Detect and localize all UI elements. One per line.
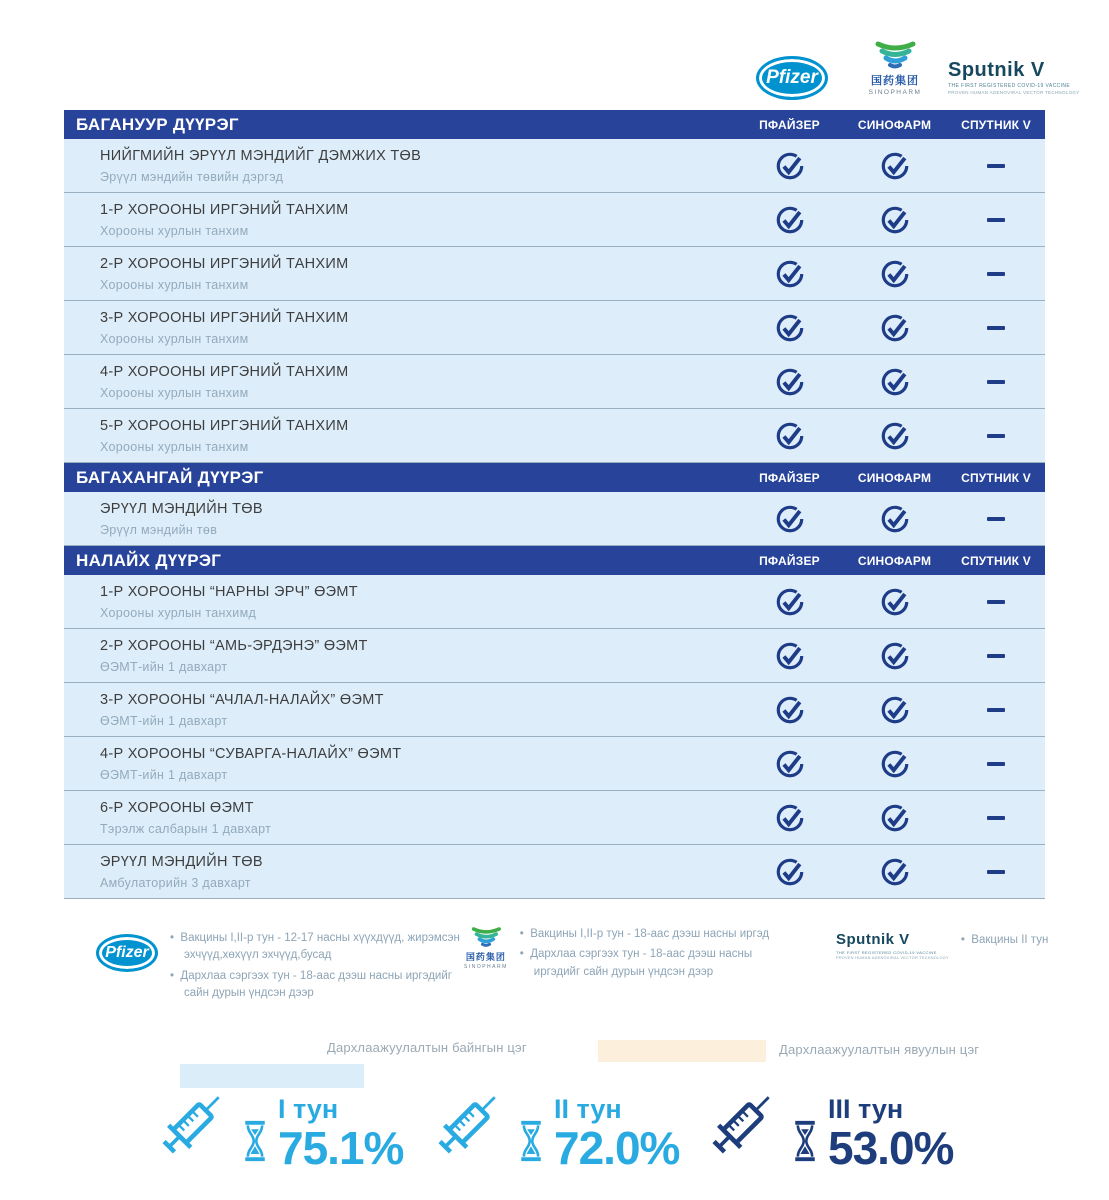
check-circle-icon [880,151,910,181]
vaccine-availability-cell [947,600,1045,604]
hourglass-icon [242,1120,268,1162]
vaccine-availability-cell [737,259,842,289]
vaccine-availability-cell [737,205,842,235]
sinopharm-cn-text: 国药集团 [871,75,919,87]
location-cell [64,584,737,620]
check-circle-icon [775,641,805,671]
pfizer-logo-text: Pfizer [766,67,818,88]
column-header: СПУТНИК V [961,470,1031,485]
vaccine-availability-cell [947,380,1045,384]
location-cell [64,202,737,238]
dash-icon [987,870,1005,874]
sputnik-tagline: THE FIRST REGISTERED COVID-19 VACCINE [948,83,1071,89]
location-subtitle: ӨЭМТ-ийн 1 давхарт [100,713,228,728]
dash-icon [987,600,1005,604]
vaccine-availability-cell [842,803,947,833]
table-row [64,301,1045,355]
vaccine-availability-cell [737,587,842,617]
stat-dose-1 [148,1076,404,1174]
dash-icon [987,654,1005,658]
vaccine-availability-cell [947,816,1045,820]
vaccine-availability-cell [947,708,1045,712]
section-title: БАГАХАНГАЙ ДҮҮРЭГ [76,467,264,487]
vaccine-availability-cell [842,695,947,725]
location-title: НИЙГМИЙН ЭРҮҮЛ МЭНДИЙГ ДЭМЖИХ ТӨВ [100,147,422,164]
hourglass-icon [518,1120,544,1162]
sputnik-tagline: THE FIRST REGISTERED COVID-19 VACCINE [836,950,937,955]
stat-label: II тун [554,1093,622,1124]
vaccine-availability-cell [842,313,947,343]
table-row [64,492,1045,546]
location-title: 1-Р ХОРООНЫ ИРГЭНИЙ ТАНХИМ [100,201,349,218]
check-circle-icon [775,504,805,534]
dash-icon [987,762,1005,766]
vaccine-availability-cell [842,205,947,235]
check-circle-icon [775,259,805,289]
location-title: 2-Р ХОРООНЫ ИРГЭНИЙ ТАНХИМ [100,255,349,272]
check-circle-icon [775,695,805,725]
dash-icon [987,326,1005,330]
sputnik-logo [948,59,1080,95]
vaccine-availability-cell [947,164,1045,168]
vaccine-availability-cell [947,654,1045,658]
sputnik-notes [961,932,1048,960]
vaccine-availability-cell [737,641,842,671]
sputnik-logo-small [836,932,949,960]
location-title: ЭРҮҮЛ МЭНДИЙН ТӨВ [100,500,263,517]
mobile-point-label: Дархлаажуулалтын явуулын цэг [779,1042,980,1057]
vaccine-availability-cell [737,421,842,451]
vaccine-availability-cell [842,151,947,181]
vaccine-availability-cell [842,259,947,289]
location-subtitle: Хорооны хурлын танхим [100,223,249,238]
vaccine-availability-cell [947,517,1045,521]
stat-dose-2 [424,1076,680,1174]
location-cell [64,854,737,890]
column-header: ПФАЙЗЕР [759,553,820,568]
permanent-point-label: Дархлаажуулалтын байнгын цэг [327,1040,527,1055]
check-circle-icon [775,587,805,617]
vaccine-availability-cell [947,218,1045,222]
mobile-point-swatch [598,1040,766,1062]
vaccine-availability-cell [947,762,1045,766]
stat-value: 75.1% [278,1121,404,1174]
table-row [64,845,1045,899]
location-title: 3-Р ХОРООНЫ ИРГЭНИЙ ТАНХИМ [100,309,349,326]
table-row [64,193,1045,247]
location-title: ЭРҮҮЛ МЭНДИЙН ТӨВ [100,853,263,870]
table-row [64,409,1045,463]
sputnik-note: • Вакцины II тун [961,932,1048,949]
location-title: 5-Р ХОРООНЫ ИРГЭНИЙ ТАНХИМ [100,417,349,434]
vaccine-availability-cell [842,421,947,451]
section-header [64,463,1045,492]
column-header: ПФАЙЗЕР [759,470,820,485]
stat-label: III тун [828,1093,904,1124]
section-title: БАГАНУУР ДҮҮРЭГ [76,114,239,134]
pfizer-note: • Дархлаа сэргээх тун - 18-аас дээш насны иргэдийг сайн дурын үндсэн дээр [170,968,472,1003]
check-circle-icon [775,313,805,343]
sputnik-legend [836,932,1109,960]
hourglass-icon [792,1120,818,1162]
location-cell [64,310,737,346]
location-subtitle: ӨЭМТ-ийн 1 давхарт [100,659,228,674]
sputnik-tagline-2: PROVEN HUMAN ADENOVIRAL VECTOR TECHNOLOGY [948,90,1080,95]
vaccine-availability-cell [947,272,1045,276]
check-circle-icon [775,151,805,181]
section-title: НАЛАЙХ ДҮҮРЭГ [76,550,222,570]
sinopharm-logo-small [464,926,508,984]
check-circle-icon [880,421,910,451]
check-circle-icon [775,421,805,451]
dash-icon [987,517,1005,521]
stat-value: 53.0% [828,1121,954,1174]
pfizer-logo [756,56,828,100]
column-header: СИНОФАРМ [857,470,932,485]
check-circle-icon [880,803,910,833]
vaccine-availability-cell [737,313,842,343]
location-subtitle: Хорооны хурлын танхим [100,385,249,400]
location-subtitle: Эрүүл мэндийн төв [100,522,218,537]
location-title: 4-Р ХОРООНЫ “СУВАРГА-НАЛАЙХ” ӨЭМТ [100,745,402,762]
check-circle-icon [880,695,910,725]
sinopharm-cn-text: 国药集团 [465,952,506,962]
sinopharm-en-text: SINOPHARM [868,89,922,96]
table-row [64,355,1045,409]
check-circle-icon [880,259,910,289]
sinopharm-legend [464,926,780,984]
vaccine-availability-cell [842,749,947,779]
location-title: 1-Р ХОРООНЫ “НАРНЫ ЭРЧ” ӨЭМТ [100,583,358,600]
sinopharm-swoosh-icon [873,40,917,70]
sinopharm-swoosh-icon [470,926,502,948]
vaccine-availability-cell [737,367,842,397]
check-circle-icon [880,749,910,779]
check-circle-icon [880,367,910,397]
location-subtitle: Хорооны хурлын танхимд [100,605,257,620]
table-row [64,575,1045,629]
pfizer-notes [170,930,472,1005]
pfizer-logo-small [96,934,158,972]
pfizer-note: • Вакцины I,II-р тун - 12-17 насны хүүхдүүд, жирэмсэн эхчүүд,хөхүүл эхчүүд,бусад [170,930,472,965]
sputnik-logo-text: Sputnik V [948,59,1045,81]
stat-label: I тун [278,1093,339,1124]
check-circle-icon [775,803,805,833]
column-header: СПУТНИК V [961,117,1031,132]
location-subtitle: Эрүүл мэндийн төвийн дэргэд [100,169,284,184]
vaccine-availability-cell [842,587,947,617]
check-circle-icon [880,205,910,235]
stat-text [554,1093,680,1174]
check-circle-icon [775,367,805,397]
table-row [64,629,1045,683]
vaccine-availability-cell [842,857,947,887]
check-circle-icon [775,205,805,235]
vaccine-availability-cell [947,326,1045,330]
sputnik-tagline-2: PROVEN HUMAN ADENOVIRAL VECTOR TECHNOLOGY [836,956,949,960]
location-subtitle: Амбулаторийн 3 давхарт [100,875,251,890]
vaccine-availability-cell [737,857,842,887]
check-circle-icon [880,504,910,534]
sinopharm-note: • Дархлаа сэргээх тун - 18-аас дээш насны иргэдийг сайн дурын үндсэн дээр [520,946,780,981]
location-cell [64,501,737,537]
table-row [64,247,1045,301]
dash-icon [987,272,1005,276]
dash-icon [987,708,1005,712]
dash-icon [987,164,1005,168]
column-header: ПФАЙЗЕР [759,117,820,132]
pfizer-logo-text: Pfizer [105,944,149,961]
dash-icon [987,816,1005,820]
location-title: 2-Р ХОРООНЫ “АМЬ-ЭРДЭНЭ” ӨЭМТ [100,637,368,654]
vaccine-availability-cell [737,504,842,534]
stat-dose-3 [698,1076,954,1174]
dash-icon [987,380,1005,384]
table-row [64,791,1045,845]
location-title: 6-Р ХОРООНЫ ӨЭМТ [100,799,254,816]
syringe-icon [698,1076,790,1168]
stat-text [278,1093,404,1174]
table-row [64,139,1045,193]
vaccine-availability-cell [737,803,842,833]
syringe-icon [424,1076,516,1168]
check-circle-icon [775,857,805,887]
location-cell [64,638,737,674]
vaccine-availability-cell [737,151,842,181]
sputnik-logo-text: Sputnik V [836,931,910,948]
dash-icon [987,218,1005,222]
location-title: 3-Р ХОРООНЫ “АЧЛАЛ-НАЛАЙХ” ӨЭМТ [100,691,384,708]
vaccine-availability-cell [842,367,947,397]
location-cell [64,746,737,782]
location-subtitle: Хорооны хурлын танхим [100,439,249,454]
sinopharm-logo [860,40,930,96]
vaccine-availability-cell [842,504,947,534]
pfizer-legend [96,930,472,1005]
syringe-icon [148,1076,240,1168]
location-subtitle: ӨЭМТ-ийн 1 давхарт [100,767,228,782]
vaccination-locations-table [64,110,1045,899]
sinopharm-notes [520,926,780,984]
sinopharm-note: • Вакцины I,II-р тун - 18-аас дээш насны иргэд [520,926,780,943]
column-header: СИНОФАРМ [857,553,932,568]
location-cell [64,148,737,184]
location-subtitle: Тэрэлж салбарын 1 давхарт [100,821,272,836]
location-cell [64,692,737,728]
location-cell [64,800,737,836]
check-circle-icon [880,857,910,887]
vaccine-availability-cell [737,749,842,779]
location-cell [64,256,737,292]
sinopharm-en-text: SINOPHARM [464,964,508,970]
vaccine-availability-cell [737,695,842,725]
location-subtitle: Хорооны хурлын танхим [100,331,249,346]
vaccine-availability-cell [947,870,1045,874]
column-header: СПУТНИК V [961,553,1031,568]
section-header [64,546,1045,575]
check-circle-icon [880,587,910,617]
dash-icon [987,434,1005,438]
stat-value: 72.0% [554,1121,680,1174]
check-circle-icon [880,641,910,671]
table-row [64,683,1045,737]
column-header: СИНОФАРМ [857,117,932,132]
location-subtitle: Хорооны хурлын танхим [100,277,249,292]
check-circle-icon [775,749,805,779]
section-header [64,110,1045,139]
location-title: 4-Р ХОРООНЫ ИРГЭНИЙ ТАНХИМ [100,363,349,380]
table-row [64,737,1045,791]
vaccine-availability-cell [947,434,1045,438]
check-circle-icon [880,313,910,343]
stat-text [828,1093,954,1174]
vaccine-availability-cell [842,641,947,671]
location-cell [64,418,737,454]
location-cell [64,364,737,400]
